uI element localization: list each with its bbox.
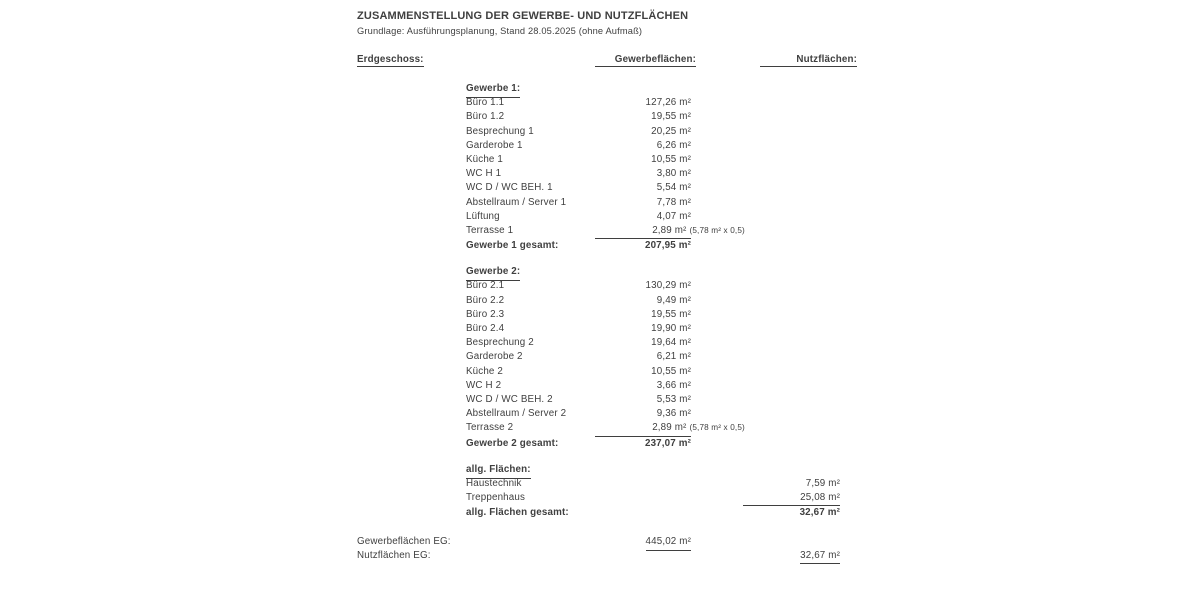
summary-nutz-value: 32,67 m²	[800, 549, 840, 565]
room-name: Garderobe 2	[466, 351, 523, 363]
total-gewerbe-value: 207,95 m²	[595, 238, 691, 253]
total-label: Gewerbe 2 gesamt:	[466, 437, 559, 449]
room-row	[466, 279, 840, 293]
floor-header-cell	[357, 54, 595, 67]
room-area-gewerbe: 19,90 m²	[651, 323, 691, 334]
room-name: Büro 2.3	[466, 308, 505, 320]
room-name: Lüftung	[466, 210, 500, 222]
total-gewerbe-value: 237,07 m²	[595, 436, 691, 451]
section	[466, 82, 840, 252]
room-area-gewerbe: 5,53 m²	[656, 393, 691, 405]
section-heading-label: allg. Flächen:	[466, 463, 531, 479]
section-heading-label: Gewerbe 2:	[466, 265, 520, 281]
room-name: Besprechung 2	[466, 337, 534, 349]
room-area-gewerbe: 10,55 m²	[651, 153, 691, 165]
room-row	[466, 350, 840, 364]
summary-nutz-cell	[743, 549, 840, 565]
room-area-gewerbe: 130,29 m²	[645, 280, 691, 292]
section-rows	[466, 279, 840, 435]
section-total-row	[466, 436, 840, 450]
room-row	[466, 336, 840, 350]
room-area-gewerbe: 9,49 m²	[656, 294, 691, 306]
summary-row-nutz	[357, 549, 840, 563]
room-name: Haustechnik	[466, 477, 522, 489]
room-area-gewerbe: 19,64 m²	[651, 337, 691, 349]
area-summary-document	[357, 10, 857, 562]
room-area-gewerbe: 20,25 m²	[651, 125, 691, 137]
room-area-gewerbe: 4,07 m²	[656, 210, 691, 222]
section-total-row	[466, 238, 840, 252]
room-name: Büro 1.1	[466, 97, 505, 109]
section-heading-label: Gewerbe 1:	[466, 82, 520, 98]
summary-row-gewerbe	[357, 535, 840, 549]
page-title: ZUSAMMENSTELLUNG DER GEWERBE- UND NUTZFLÄCHEN	[357, 10, 689, 22]
room-row	[466, 421, 840, 435]
section-rows	[466, 96, 840, 238]
summary-label: Gewerbeflächen EG:	[357, 536, 451, 548]
room-row	[466, 393, 840, 407]
room-name: Büro 2.4	[466, 323, 505, 334]
section-rows	[466, 477, 840, 505]
room-row	[466, 294, 840, 308]
column-header-row	[357, 54, 857, 67]
room-area-gewerbe: 10,55 m²	[651, 365, 691, 377]
total-label: allg. Flächen gesamt:	[466, 507, 569, 519]
room-name: Küche 1	[466, 153, 503, 165]
room-area-gewerbe: 19,55 m²	[651, 308, 691, 320]
room-name: WC D / WC BEH. 2	[466, 393, 553, 405]
room-name: Besprechung 1	[466, 125, 534, 137]
total-label: Gewerbe 1 gesamt:	[466, 240, 559, 252]
room-name: Garderobe 1	[466, 139, 523, 151]
room-row	[466, 210, 840, 224]
room-row	[466, 379, 840, 393]
room-area-gewerbe: 6,21 m²	[656, 351, 691, 363]
summary-block	[357, 535, 840, 562]
room-row	[466, 308, 840, 322]
room-row	[466, 477, 840, 491]
area-note: (5,78 m² x 0,5)	[689, 225, 745, 235]
room-row	[466, 224, 840, 238]
room-area-gewerbe: 2,89 m²	[652, 422, 687, 434]
room-name: Büro 1.2	[466, 111, 505, 123]
room-row	[466, 322, 840, 336]
total-nutz-value: 32,67 m²	[743, 505, 840, 520]
room-row	[466, 196, 840, 210]
summary-gewerbe-cell	[595, 535, 691, 551]
room-row	[466, 96, 840, 110]
room-area-nutz: 25,08 m²	[800, 492, 840, 504]
room-row	[466, 125, 840, 139]
area-note: (5,78 m² x 0,5)	[689, 423, 745, 433]
sections-container	[466, 82, 840, 519]
room-name: WC H 1	[466, 168, 502, 180]
section-heading	[466, 463, 840, 477]
page-subtitle: Grundlage: Ausführungsplanung, Stand 28.05.2025 (ohne Aufmaß)	[357, 26, 643, 36]
room-row	[466, 153, 840, 167]
section-heading	[466, 82, 840, 96]
gewerbe-column-header: Gewerbeflächen:	[595, 54, 696, 67]
room-area-gewerbe: 6,26 m²	[656, 139, 691, 151]
room-name: Abstellraum / Server 2	[466, 408, 567, 420]
room-row	[466, 110, 840, 124]
room-row	[466, 139, 840, 153]
room-area-gewerbe: 2,89 m²	[652, 224, 687, 236]
room-row	[466, 365, 840, 379]
room-row	[466, 407, 840, 421]
room-name: WC H 2	[466, 379, 502, 391]
room-area-gewerbe: 127,26 m²	[645, 97, 691, 109]
room-name: Treppenhaus	[466, 492, 526, 504]
room-area-nutz: 7,59 m²	[805, 477, 840, 489]
room-area-gewerbe: 3,66 m²	[656, 379, 691, 391]
room-name: WC D / WC BEH. 1	[466, 182, 553, 194]
room-area-gewerbe: 9,36 m²	[656, 408, 691, 420]
section	[466, 463, 840, 520]
room-row	[466, 491, 840, 505]
room-name: Terrasse 2	[466, 422, 514, 434]
nutz-column-header: Nutzflächen:	[760, 54, 857, 67]
section-heading	[466, 265, 840, 279]
summary-label: Nutzflächen EG:	[357, 549, 431, 561]
room-area-gewerbe: 19,55 m²	[651, 111, 691, 123]
summary-gewerbe-value: 445,02 m²	[646, 535, 691, 551]
room-name: Küche 2	[466, 365, 503, 377]
room-area-gewerbe: 3,80 m²	[656, 168, 691, 180]
room-area-gewerbe: 7,78 m²	[656, 196, 691, 208]
section	[466, 265, 840, 449]
room-name: Abstellraum / Server 1	[466, 196, 567, 208]
room-name: Terrasse 1	[466, 224, 514, 236]
floor-header-label: Erdgeschoss:	[357, 54, 424, 65]
room-name: Büro 2.2	[466, 294, 505, 306]
section-total-row	[466, 505, 840, 519]
room-row	[466, 181, 840, 195]
room-name: Büro 2.1	[466, 280, 505, 292]
room-row	[466, 167, 840, 181]
room-area-gewerbe: 5,54 m²	[656, 182, 691, 194]
